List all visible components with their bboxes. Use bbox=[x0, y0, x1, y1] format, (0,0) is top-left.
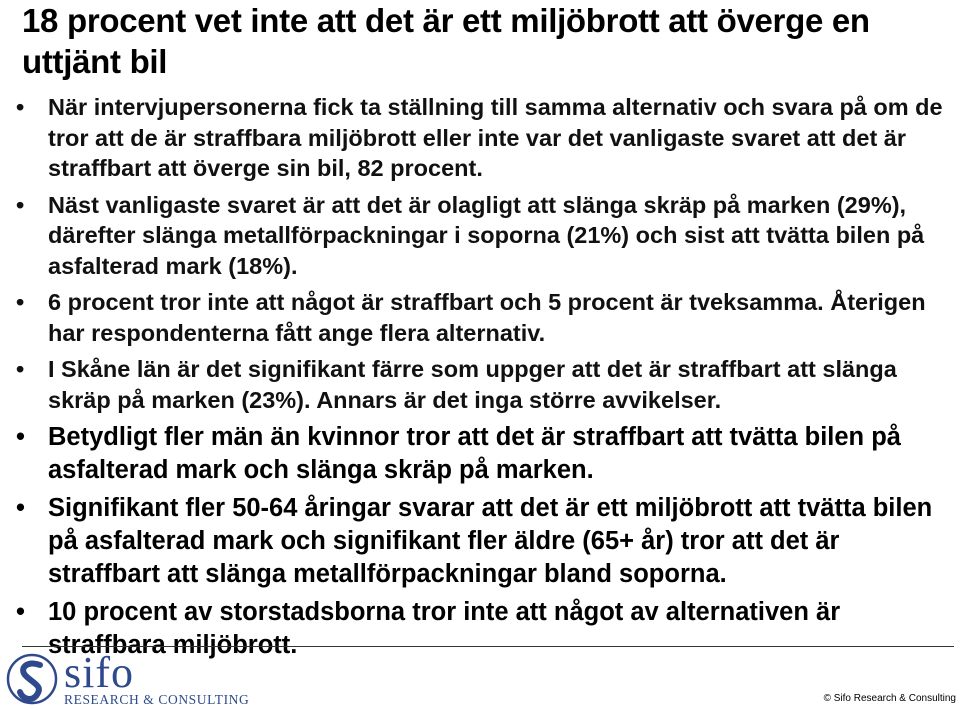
bullet-text: I Skåne län är det signifikant färre som uppger att det är straffbart att slänga skräp på marken (23%). Annars är det inga större avvikelser. bbox=[48, 356, 897, 413]
bullet-item bbox=[14, 492, 944, 591]
bullet-text: När intervjupersonerna fick ta ställning till samma alternativ och svara på om de tror att de är straffbara miljöbrott eller inte var det vanligaste svaret att det är straffbart att överge sin bil, 82 procent. bbox=[48, 94, 943, 181]
bullet-dot: • bbox=[16, 356, 25, 382]
sifo-swirl-icon bbox=[6, 652, 58, 706]
footer-divider bbox=[22, 646, 954, 647]
bullet-text: Signifikant fler 50-64 åringar svarar att det är ett miljöbrott att tvätta bilen på asfalterad mark och signifikant fler äldre (65+ år) tror att det är straffbart att slänga metallförpackningar bland soporna. bbox=[48, 494, 933, 588]
logo-wordmark: sifo bbox=[64, 648, 134, 697]
bullet-text: Betydligt fler män än kvinnor tror att det är straffbart att tvätta bilen på asfalterad mark och slänga skräp på marken. bbox=[48, 423, 901, 484]
bullet-text: 10 procent av storstadsborna tror inte att något av alternativen är straffbara miljöbrott. bbox=[48, 598, 841, 659]
bullet-text: 6 procent tror inte att något är straffbart och 5 procent är tveksamma. Återigen har respondenterna fått ange flera alternativ. bbox=[48, 289, 926, 346]
bullet-list bbox=[14, 92, 944, 667]
logo-subtitle: RESEARCH & CONSULTING bbox=[64, 692, 250, 707]
bullet-item bbox=[14, 92, 944, 184]
bullet-item bbox=[14, 190, 944, 282]
bullet-dot: • bbox=[16, 191, 25, 218]
bullet-dot: • bbox=[16, 423, 25, 451]
bullet-dot: • bbox=[16, 289, 25, 315]
copyright-text: © Sifo Research & Consulting bbox=[823, 693, 956, 704]
bullet-item bbox=[14, 354, 944, 415]
bullet-item bbox=[14, 421, 944, 487]
bullet-dot: • bbox=[16, 494, 25, 522]
slide-title: 18 procent vet inte att det är ett miljöbrott att överge en uttjänt bil bbox=[22, 2, 870, 80]
bullet-dot: • bbox=[16, 94, 25, 120]
bullet-text: Näst vanligaste svaret är att det är olagligt att slänga skräp på marken (29%), därefter slänga metallförpackningar i soporna (21%) och sist att tvätta bilen på asfalterad mark (18%). bbox=[48, 191, 925, 279]
bullet-dot: • bbox=[16, 598, 25, 626]
sifo-logo bbox=[6, 648, 256, 708]
bullet-item bbox=[14, 287, 944, 348]
